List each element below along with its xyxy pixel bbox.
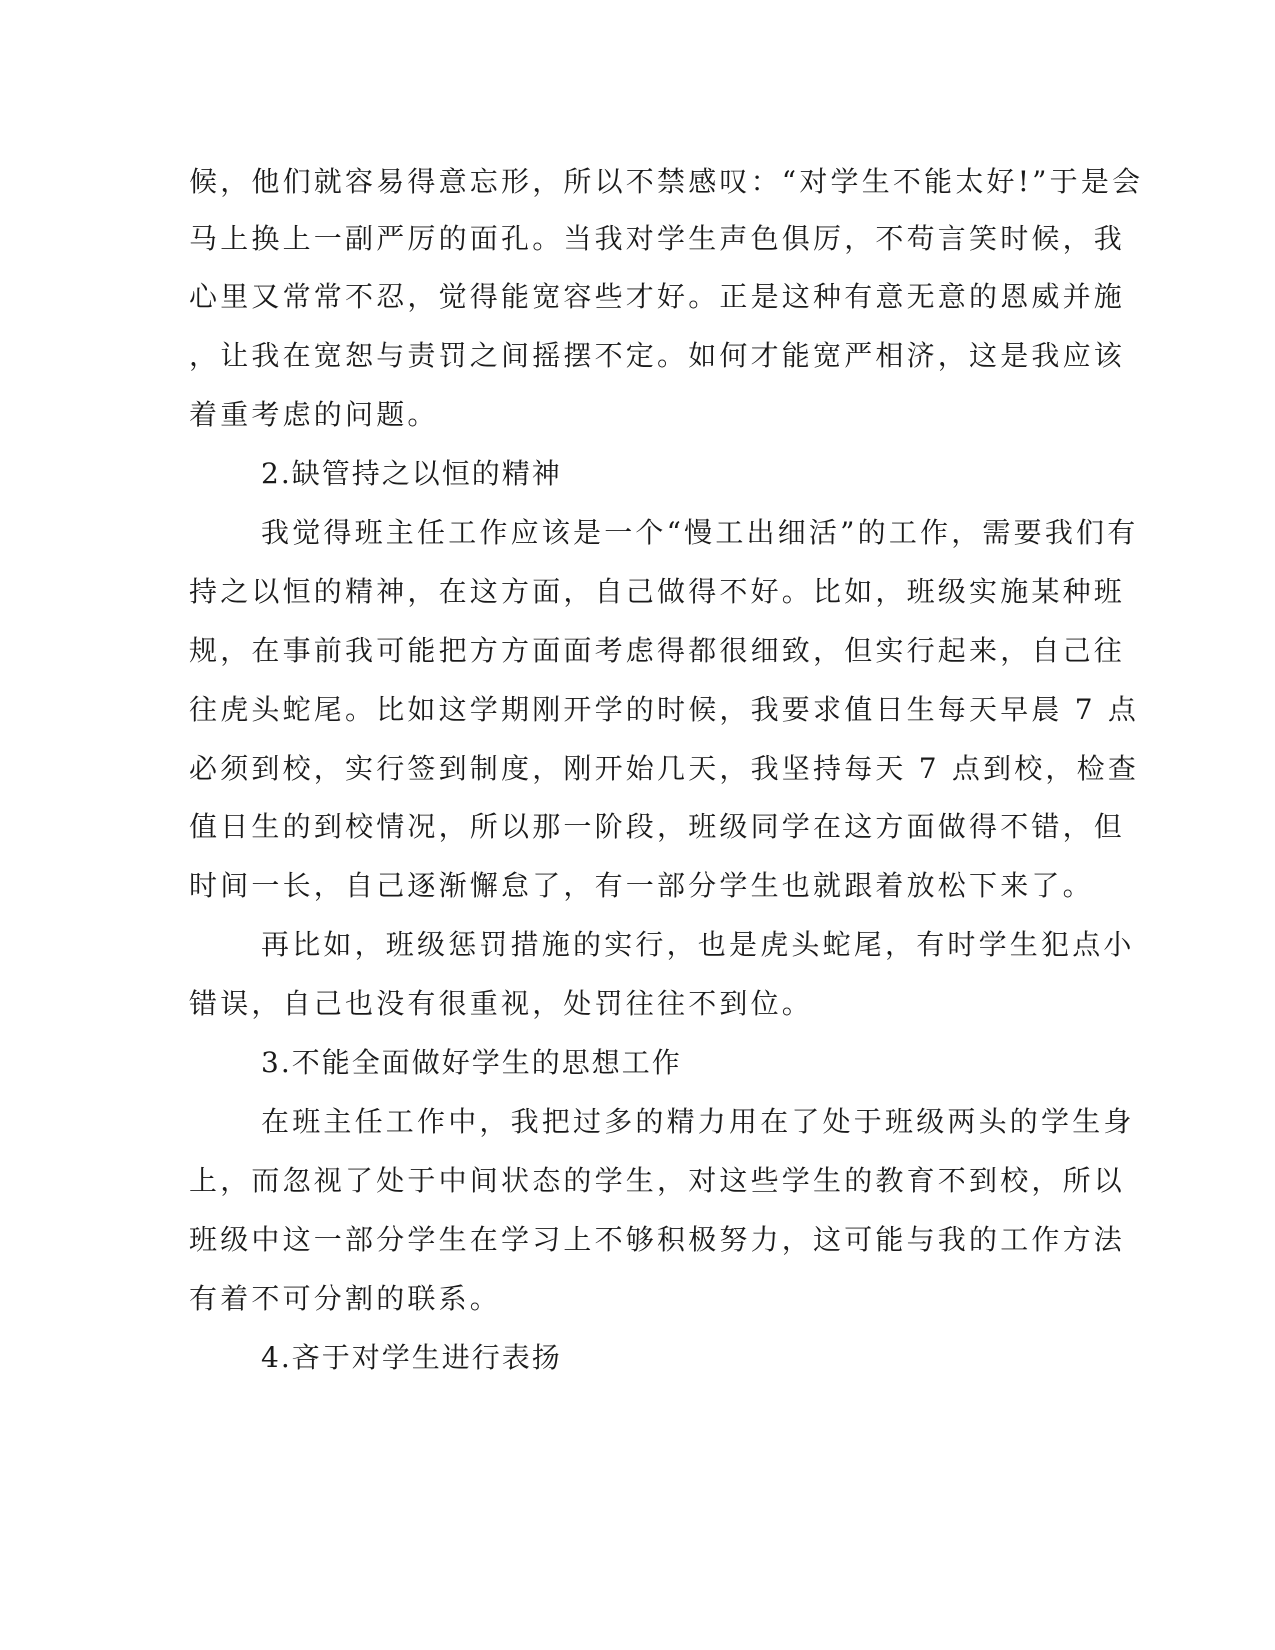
section-heading-4: 4.吝于对学生进行表扬 <box>261 1341 562 1374</box>
paragraph-line: 持之以恒的精神，在这方面，自己做得不好。比如，班级实施某种班 <box>189 575 1126 608</box>
paragraph-line: 值日生的到校情况，所以那一阶段，班级同学在这方面做得不错，但 <box>189 810 1126 843</box>
paragraph-line: 规，在事前我可能把方方面面考虑得都很细致，但实行起来，自己往 <box>189 634 1126 667</box>
section-heading-2: 2.缺管持之以恒的精神 <box>261 457 562 490</box>
paragraph-line: 时间一长，自己逐渐懈怠了，有一部分学生也就跟着放松下来了。 <box>189 869 1094 902</box>
paragraph-line: 班级中这一部分学生在学习上不够积极努力，这可能与我的工作方法 <box>189 1223 1126 1256</box>
paragraph-line: 必须到校，实行签到制度，刚开始几天，我坚持每天 7 点到校，检查 <box>189 752 1140 785</box>
paragraph-line: 在班主任工作中，我把过多的精力用在了处于班级两头的学生身 <box>261 1105 1135 1138</box>
paragraph-line: 候，他们就容易得意忘形，所以不禁感叹：“对学生不能太好!”于是会 <box>189 165 1144 198</box>
paragraph-line: ，让我在宽恕与责罚之间摇摆不定。如何才能宽严相济，这是我应该 <box>189 339 1126 372</box>
section-heading-3: 3.不能全面做好学生的思想工作 <box>261 1046 682 1079</box>
paragraph-line: 上，而忽视了处于中间状态的学生，对这些学生的教育不到校，所以 <box>189 1164 1126 1197</box>
paragraph-line: 马上换上一副严厉的面孔。当我对学生声色俱厉，不苟言笑时候，我 <box>189 222 1126 255</box>
paragraph-line: 心里又常常不忍，觉得能宽容些才好。正是这种有意无意的恩威并施 <box>189 280 1126 313</box>
paragraph-line: 再比如，班级惩罚措施的实行，也是虎头蛇尾，有时学生犯点小 <box>261 928 1135 961</box>
paragraph-line: 错误，自己也没有很重视，处罚往往不到位。 <box>189 987 814 1020</box>
paragraph-line: 有着不可分割的联系。 <box>189 1282 502 1315</box>
paragraph-line: 往虎头蛇尾。比如这学期刚开学的时候，我要求值日生每天早晨 7 点 <box>189 693 1140 726</box>
paragraph-line: 我觉得班主任工作应该是一个“慢工出细活”的工作，需要我们有 <box>261 516 1139 549</box>
paragraph-line: 着重考虑的问题。 <box>189 398 439 431</box>
